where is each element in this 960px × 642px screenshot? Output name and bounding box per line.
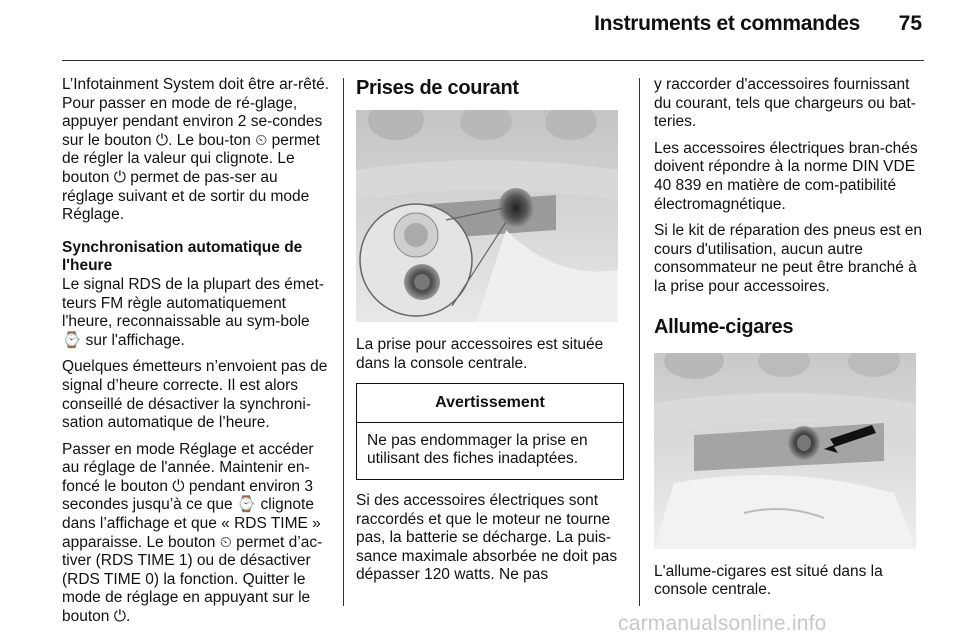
header-divider — [62, 60, 924, 61]
paragraph-rds-signal: Le signal RDS de la plupart des émet-teurs FM règle automatiquement l'heure, reconnaissable au sym-bole ⌚ sur l'affichage. — [62, 275, 324, 349]
subheading-auto-sync: Synchronisation automatique de l'heure — [62, 238, 303, 275]
column-divider-2 — [639, 78, 640, 606]
column-2 — [356, 76, 624, 593]
paragraph-tyre-repair-kit: Si le kit de réparation des pneus est en cours d'utilisation, aucun autre consommateur ne peut être branché à la prise pour accessoires. — [654, 222, 922, 295]
paragraph-time-setting: L’Infotainment System doit être ar-rêté. Pour passer en mode de ré-glage, appuyer pendant environ 2 se-condes sur le bouton ⏻. Le bou-ton ⏲ permet de régler la valeur qui clignote. Le bouton ⏻ permet de pas-ser au réglage suivant et de sortir du mode Réglage. — [62, 76, 330, 224]
warning-text: Ne pas endommager la prise en utilisant des fiches inadaptées. — [367, 431, 588, 468]
paragraph-din-standard: Les accessoires électriques bran-chés doivent répondre à la norme DIN VDE 40 839 en matière de com-patibilité électromagnétique. — [654, 139, 918, 213]
cigarette-lighter-photo — [654, 353, 916, 549]
column-1 — [62, 76, 332, 635]
warning-box — [356, 383, 624, 480]
column-3 — [654, 76, 924, 608]
heading-power-outlets: Prises de courant — [356, 77, 519, 99]
paragraph-rds-time: Passer en mode Réglage et accéder au réglage de l'année. Maintenir en-foncé le bouton ⏻ pendant environ 3 secondes jusqu’à ce que ⌚ clignote dans l’affichage et que « RDS TIME » apparaisse. Le bouton ⏲ permet d’ac-tiver (RDS TIME 1) ou de désactiver (RDS TIME 0) la fonction. Quitter le mode de réglage en appuyant sur le bouton ⏻. — [62, 440, 323, 626]
paragraph-incorrect-time: Quelques émetteurs n’envoient pas de signal d’heure correcte. Il est alors conseillé de désactiver la synchroni-sation automatique de l’heure. — [62, 358, 328, 432]
caption-cigarette-lighter: L'allume-cigares est situé dans la console centrale. — [654, 562, 883, 599]
caption-power-outlet: La prise pour accessoires est située dans la console centrale. — [356, 336, 604, 372]
watermark: carmanualsonline.info — [618, 612, 827, 635]
heading-cigarette-lighter: Allume-cigares — [654, 315, 794, 338]
page-number: 75 — [898, 12, 922, 35]
column-divider-1 — [343, 78, 344, 606]
power-outlet-photo — [356, 110, 618, 322]
paragraph-charging-accessories: y raccorder d'accessoires fournissant du courant, tels que chargeurs ou bat-teries. — [654, 76, 916, 131]
warning-title: Avertissement — [357, 384, 623, 423]
paragraph-battery: Si des accessoires électriques sont raccordés et que le moteur ne tourne pas, la batterie se décharge. La puis-sance maximale absorbée ne doit pas dépasser 120 watts. Ne pas — [356, 491, 618, 584]
page-header-title: Instruments et commandes — [594, 12, 860, 35]
